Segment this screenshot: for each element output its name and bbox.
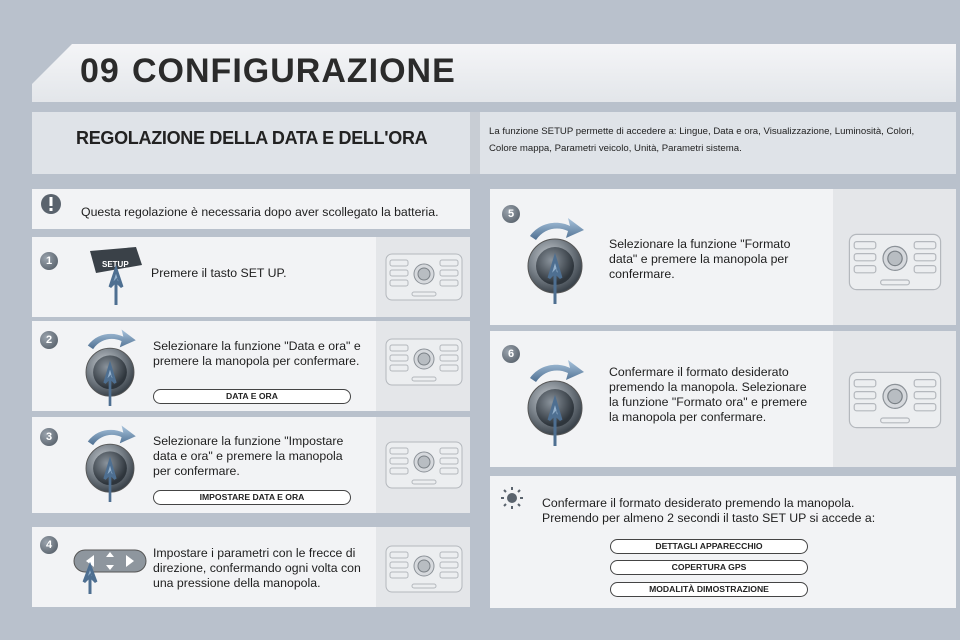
rotary-knob-icon xyxy=(70,422,150,502)
option-pill-demo: MODALITÀ DIMOSTRAZIONE xyxy=(610,582,808,597)
rotary-knob-icon xyxy=(510,214,600,304)
option-pill: DATA E ORA xyxy=(153,389,351,404)
radio-console-icon xyxy=(846,232,944,292)
setup-key-icon xyxy=(88,245,144,307)
page-title: CONFIGURAZIONE xyxy=(132,52,456,90)
exclamation-icon xyxy=(40,193,62,215)
step-number-3: 3 xyxy=(40,428,58,446)
section-title: REGOLAZIONE DELLA DATA E DELL'ORA xyxy=(76,128,428,148)
option-pill: IMPOSTARE DATA E ORA xyxy=(153,490,351,505)
radio-console-icon xyxy=(384,337,464,387)
step-number-1: 1 xyxy=(40,252,58,270)
step-text-3: Selezionare la funzione "Impostare data e ora" e premere la manopola per confermare. xyxy=(153,434,344,478)
step-number-2: 2 xyxy=(40,331,58,349)
radio-console-icon xyxy=(384,544,464,594)
option-pill-gps: COPERTURA GPS xyxy=(610,560,808,575)
step-text-6: Confermare il formato desiderato premendo la manopola. Selezionare la funzione "Formato ora" e premere la manopola per confermare. xyxy=(609,365,808,424)
radio-console-icon xyxy=(384,252,464,302)
rotary-knob-icon xyxy=(70,326,150,406)
intro-text: La funzione SETUP permette di accedere a: Lingue, Data e ora, Visualizzazione, Luminosità, Colori, Colore mappa, Parametri veicolo, Unità, Parametri sistema. xyxy=(489,126,915,154)
step-text-5: Selezionare la funzione "Formato data" e premere la manopola per confermare. xyxy=(609,237,791,281)
direction-arrows-icon xyxy=(72,540,152,596)
rotary-knob-icon xyxy=(510,356,600,446)
radio-console-icon xyxy=(384,440,464,490)
step-number-5: 5 xyxy=(502,205,520,223)
step-number-4: 4 xyxy=(40,536,58,554)
setup-key-label: SETUP xyxy=(102,260,129,269)
option-pill-details: DETTAGLI APPARECCHIO xyxy=(610,539,808,554)
step-number-6: 6 xyxy=(502,345,520,363)
step-text-1: Premere il tasto SET UP. xyxy=(151,266,287,280)
subheader-divider xyxy=(470,112,480,174)
step-text-4: Impostare i parametri con le frecce di direzione, confermando ogni volta con una pressione della manopola. xyxy=(153,546,361,590)
chapter-number: 09 xyxy=(80,52,120,90)
radio-console-icon xyxy=(846,370,944,430)
tip-text: Confermare il formato desiderato premendo la manopola. Premendo per almeno 2 secondi il tasto SET UP si accede a: xyxy=(542,496,876,525)
sun-icon xyxy=(500,486,524,510)
warning-text: Questa regolazione è necessaria dopo aver scollegato la batteria. xyxy=(81,205,439,219)
step-text-2: Selezionare la funzione "Data e ora" e premere la manopola per confermare. xyxy=(153,339,361,368)
